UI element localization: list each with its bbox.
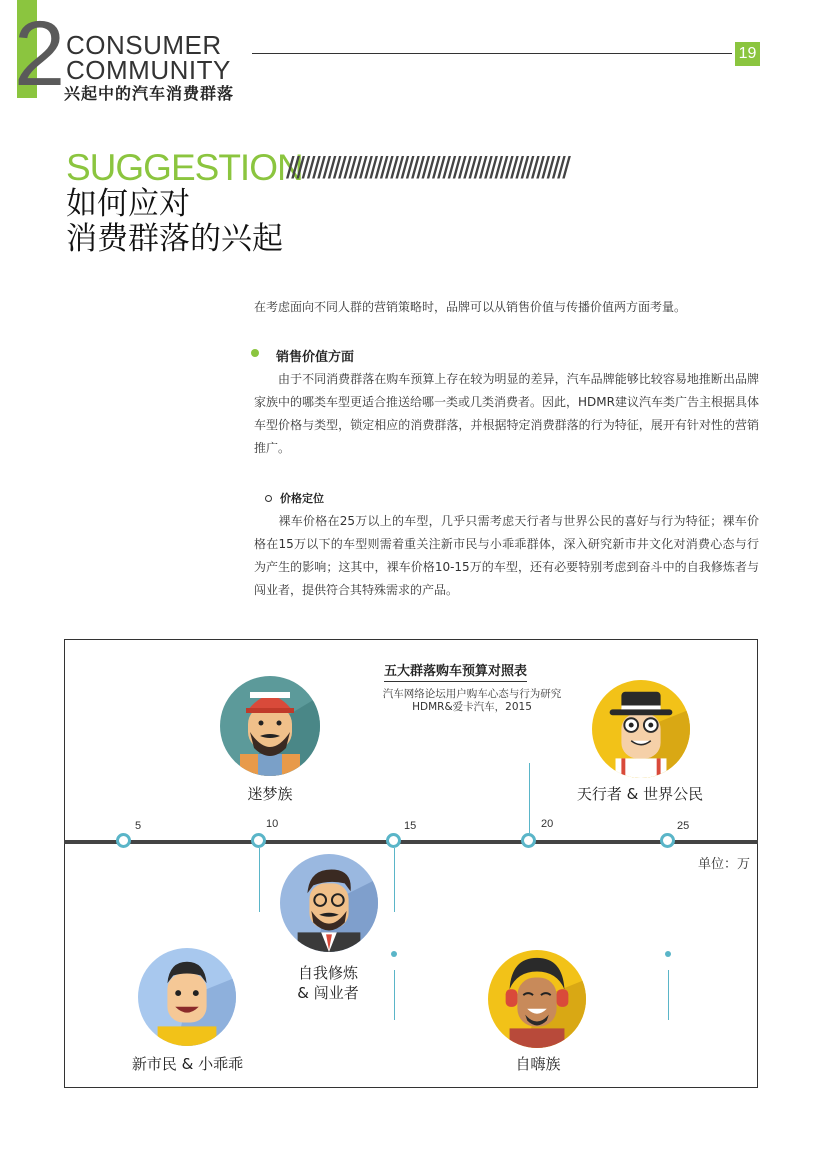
connector-line bbox=[668, 970, 669, 1020]
page-number: 19 bbox=[735, 42, 760, 66]
axis-tick-25 bbox=[660, 833, 675, 848]
self-improver-avatar-icon bbox=[280, 854, 378, 952]
suggestion-title-line2: 消费群落的兴起 bbox=[66, 221, 283, 257]
chapter-title-en-line2: COMMUNITY bbox=[66, 55, 231, 85]
subsection-paragraph: 裸车价格在25万以上的车型，几乎只需考虑天行者与世界公民的喜好与行为特征；裸车价格在15万以下的车型则需着重关注新市民与小乖乖群体，深入研究新市井文化对消费心态与行为产生的影响；这其中，裸车价格10-15万的车型，还有必要特别考虑到奋斗中的自我修炼者与闯业者，提供符合其特殊需求的产品。 bbox=[254, 514, 759, 597]
new-citizen-avatar-icon bbox=[138, 948, 236, 1046]
chart-source-line1: 汽车网络论坛用户购车心态与行为研究 bbox=[382, 688, 562, 700]
connector-dot bbox=[391, 951, 397, 957]
header-rule bbox=[252, 53, 732, 54]
connector-line bbox=[394, 848, 395, 912]
group-label-skywalkers: 天行者 & 世界公民 bbox=[576, 785, 704, 803]
timeline-axis bbox=[64, 840, 758, 844]
subsection-heading: 价格定位 bbox=[280, 492, 324, 505]
group-label-new-citizens: 新市民 & 小乖乖 bbox=[131, 1055, 244, 1073]
suggestion-heading: SUGGESTION bbox=[66, 147, 303, 188]
connector-line bbox=[259, 848, 260, 912]
section-bullet bbox=[251, 349, 259, 357]
axis-tick-10 bbox=[251, 833, 266, 848]
connector-dot bbox=[665, 951, 671, 957]
axis-tick-5 bbox=[116, 833, 131, 848]
self-entertainer-avatar-icon bbox=[488, 950, 586, 1048]
skywalker-avatar-icon bbox=[592, 680, 690, 778]
chapter-number: 2 bbox=[14, 3, 64, 105]
axis-tick-label: 20 bbox=[541, 818, 554, 830]
suggestion-slashes: ////////////////////////////////////////////////////// bbox=[286, 150, 568, 185]
connector-line bbox=[529, 763, 530, 833]
section-paragraph: 由于不同消费群落在购车预算上存在较为明显的差异，汽车品牌能够比较容易地推断出品牌家族中的哪类车型更适合推送给哪一类或几类消费者。因此，HDMR建议汽车类广告主根据具体车型价格与类型，锁定相应的消费群落，并根据特定消费群落的行为特征，展开有针对性的营销推广。 bbox=[254, 372, 759, 455]
axis-tick-15 bbox=[386, 833, 401, 848]
unit-label: 单位：万 bbox=[698, 857, 751, 872]
chart-source-line2: HDMR&爱卡汽车，2015 bbox=[412, 701, 532, 713]
chapter-title-cn: 兴起中的汽车消费群落 bbox=[64, 84, 235, 103]
dreamer-avatar-icon bbox=[220, 676, 320, 776]
connector-line bbox=[394, 970, 395, 1020]
group-label-self-entertainers: 自嗨族 bbox=[515, 1055, 561, 1073]
chapter-title-en-line1: CONSUMER bbox=[66, 30, 222, 60]
axis-tick-label: 5 bbox=[135, 820, 142, 832]
group-label-dreamers: 迷梦族 bbox=[247, 785, 293, 803]
group-label-self-improvers: 自我修炼 & 闯业者 bbox=[297, 964, 359, 1002]
section-heading: 销售价值方面 bbox=[276, 350, 355, 365]
axis-tick-label: 25 bbox=[677, 820, 690, 832]
intro-paragraph: 在考虑面向不同人群的营销策略时，品牌可以从销售价值与传播价值两方面考量。 bbox=[254, 300, 687, 314]
axis-tick-label: 10 bbox=[266, 818, 279, 830]
axis-tick-20 bbox=[521, 833, 536, 848]
chart-title: 五大群落购车预算对照表 bbox=[384, 660, 527, 682]
subsection-bullet bbox=[265, 495, 272, 502]
axis-tick-label: 15 bbox=[404, 820, 417, 832]
suggestion-title-line1: 如何应对 bbox=[66, 186, 190, 222]
